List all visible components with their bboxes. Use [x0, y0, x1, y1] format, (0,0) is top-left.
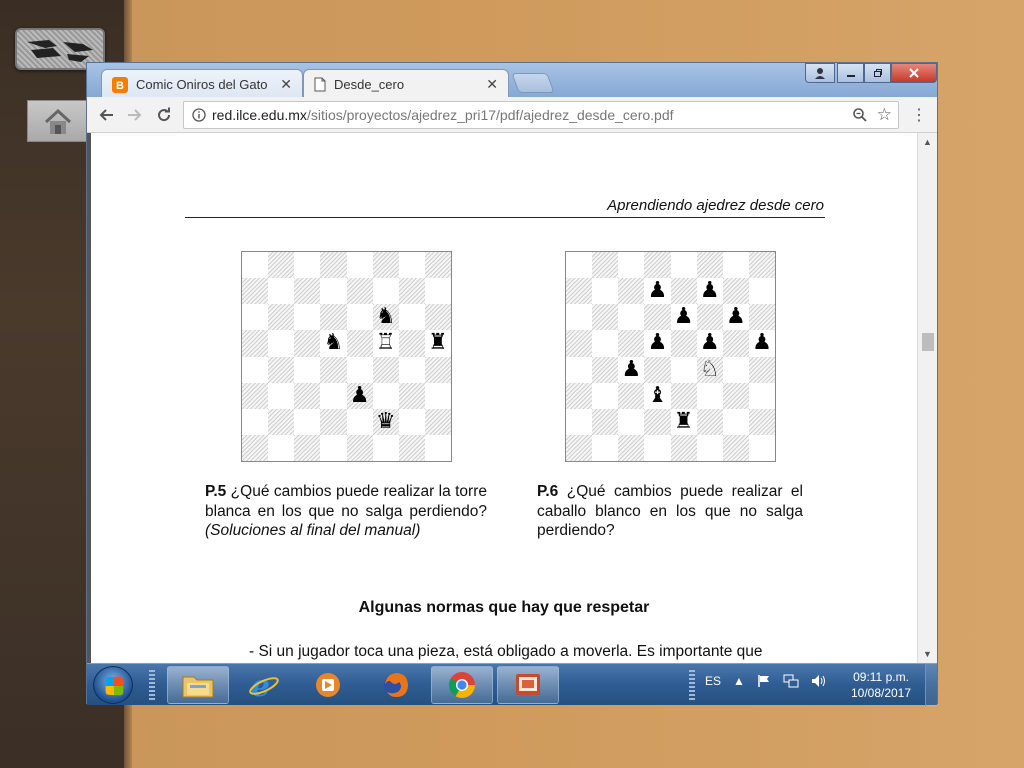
board-square: [566, 304, 592, 330]
chess-piece: ♛: [375, 408, 396, 434]
taskbar-chrome-button[interactable]: [431, 666, 493, 704]
volume-icon[interactable]: [811, 674, 827, 688]
taskbar-explorer-button[interactable]: [167, 666, 229, 704]
board-square: [242, 435, 268, 461]
board-square: [320, 330, 346, 356]
board-square: [723, 383, 749, 409]
board-square: [697, 435, 723, 461]
board-square: [399, 357, 425, 383]
home-button[interactable]: [27, 100, 87, 142]
board-square: [697, 383, 723, 409]
board-square: [373, 330, 399, 356]
chess-board-p6: [565, 251, 776, 462]
board-square: [592, 252, 618, 278]
board-square: [618, 304, 644, 330]
board-square: [294, 252, 320, 278]
tray-grip: [689, 670, 695, 700]
tab-comic-oniros[interactable]: [101, 69, 303, 99]
chess-piece: ♟: [699, 330, 720, 356]
board-square: [618, 252, 644, 278]
board-square: [566, 409, 592, 435]
puzzle-p6-text: ¿Qué cambios puede realizar el caballo blanco en los que no salga perdiendo?: [537, 483, 803, 539]
board-square: [566, 357, 592, 383]
board-square: [347, 435, 373, 461]
board-square: [671, 252, 697, 278]
board-square: [268, 278, 294, 304]
board-square: [425, 435, 451, 461]
board-square: [320, 435, 346, 461]
board-square: [644, 409, 670, 435]
board-square: [347, 304, 373, 330]
board-square: [723, 435, 749, 461]
windows-logo-icon: [106, 677, 124, 696]
address-bar[interactable]: [183, 101, 899, 129]
board-square: [320, 252, 346, 278]
board-square: [749, 383, 775, 409]
chess-piece: ♞: [323, 330, 344, 356]
board-square: [671, 435, 697, 461]
board-square: [566, 435, 592, 461]
forward-arrow-icon: [127, 107, 143, 123]
board-square: [399, 383, 425, 409]
network-icon[interactable]: [783, 674, 799, 688]
svg-text:e: e: [251, 669, 271, 701]
new-tab-button[interactable]: [511, 73, 554, 93]
taskbar-firefox-button[interactable]: [365, 666, 427, 704]
board-square: [268, 435, 294, 461]
board-square: [399, 435, 425, 461]
board-square: [618, 409, 644, 435]
board-square: [671, 278, 697, 304]
scroll-down-icon[interactable]: ▼: [923, 649, 932, 659]
board-square: [566, 330, 592, 356]
board-square: [294, 435, 320, 461]
tab-close-icon[interactable]: ✕: [486, 76, 498, 92]
board-square: [268, 304, 294, 330]
zoom-icon[interactable]: [852, 107, 868, 126]
board-square: [644, 435, 670, 461]
board-square: [697, 409, 723, 435]
pdf-viewer: [87, 133, 937, 663]
minimize-button[interactable]: [837, 63, 864, 83]
board-square: [268, 357, 294, 383]
board-square: [242, 304, 268, 330]
board-square: [373, 278, 399, 304]
taskbar-powerpoint-button[interactable]: [497, 666, 559, 704]
menu-icon[interactable]: ⋮: [911, 107, 927, 124]
board-square: [723, 330, 749, 356]
board-square: [320, 357, 346, 383]
board-square: [671, 304, 697, 330]
board-square: [723, 278, 749, 304]
board-square: [723, 357, 749, 383]
vertical-scrollbar[interactable]: [917, 133, 937, 663]
board-square: [566, 383, 592, 409]
chess-piece: ♜: [673, 408, 694, 434]
board-square: [425, 278, 451, 304]
tab-close-icon[interactable]: ✕: [280, 76, 292, 92]
board-square: [618, 383, 644, 409]
board-square: [749, 330, 775, 356]
board-square: [592, 330, 618, 356]
bookmark-star-icon[interactable]: ☆: [876, 105, 892, 124]
puzzle-p6-caption: [537, 482, 803, 541]
board-square: [320, 409, 346, 435]
board-square: [749, 435, 775, 461]
board-square: [644, 252, 670, 278]
taskbar-media-button[interactable]: [297, 666, 359, 704]
board-square: [373, 383, 399, 409]
board-square: [425, 409, 451, 435]
board-square: [425, 357, 451, 383]
chess-piece: ♟: [699, 278, 720, 304]
board-square: [242, 357, 268, 383]
board-square: [592, 409, 618, 435]
board-square: [242, 409, 268, 435]
board-square: [294, 383, 320, 409]
board-square: [723, 409, 749, 435]
taskbar-ie-button[interactable]: [233, 666, 295, 704]
board-square: [242, 383, 268, 409]
board-square: [644, 330, 670, 356]
board-square: [320, 383, 346, 409]
chess-piece: ♟: [725, 304, 746, 330]
internet-explorer-icon: [248, 669, 280, 701]
board-square: [242, 330, 268, 356]
board-square: [749, 304, 775, 330]
action-center-flag-icon[interactable]: [757, 674, 771, 688]
board-square: [697, 252, 723, 278]
board-square: [294, 357, 320, 383]
show-hidden-icons-icon[interactable]: ▲: [733, 674, 745, 688]
board-square: [749, 409, 775, 435]
chess-piece: ♝: [647, 382, 668, 408]
puzzle-p5-note: (Soluciones al final del manual): [205, 522, 421, 539]
header-rule: [185, 217, 825, 218]
board-square: [268, 252, 294, 278]
browser-window: [86, 62, 938, 704]
chess-piece: ♞: [375, 304, 396, 330]
board-square: [671, 409, 697, 435]
puzzle-p5-caption: [205, 482, 487, 541]
board-square: [373, 252, 399, 278]
chess-piece: ♟: [752, 330, 772, 356]
board-square: [644, 383, 670, 409]
board-square: [373, 435, 399, 461]
blogger-icon: [112, 77, 128, 93]
board-square: [347, 383, 373, 409]
body-text: - Si un jugador toca una pieza, está obligado a moverla. Es importante que: [249, 643, 763, 660]
restore-button[interactable]: [864, 63, 891, 83]
board-square: [399, 304, 425, 330]
board-square: [399, 252, 425, 278]
board-square: [592, 383, 618, 409]
board-square: [592, 357, 618, 383]
board-square: [566, 252, 592, 278]
puzzle-p5-text: ¿Qué cambios puede realizar la torre blanca en los que no salga perdiendo?: [205, 483, 487, 520]
chess-piece: ♜: [428, 330, 448, 356]
board-square: [723, 252, 749, 278]
board-square: [697, 357, 723, 383]
board-square: [399, 330, 425, 356]
board-square: [294, 304, 320, 330]
chess-board-p5: [241, 251, 452, 462]
board-square: [671, 330, 697, 356]
chess-piece: ♟: [621, 356, 642, 382]
window-controls: [805, 63, 937, 83]
close-button[interactable]: [891, 63, 937, 83]
system-tray: [705, 674, 827, 688]
home-icon: [43, 107, 73, 137]
board-square: [566, 278, 592, 304]
chess-piece: ♟: [647, 330, 668, 356]
puzzle-p5-label: P.5: [205, 483, 227, 500]
board-square: [697, 330, 723, 356]
board-square: [320, 278, 346, 304]
tab-label: Comic Oniros del Gato: [136, 77, 268, 92]
info-icon: [192, 108, 206, 122]
forward-button[interactable]: [124, 105, 146, 125]
board-square: [268, 409, 294, 435]
document-icon: [314, 77, 326, 92]
tab-desde-cero[interactable]: [303, 69, 509, 99]
board-square: [425, 330, 451, 356]
clock-time: 09:11 p.m.: [853, 670, 909, 684]
start-button[interactable]: [93, 666, 133, 704]
board-square: [347, 409, 373, 435]
scroll-up-icon[interactable]: ▲: [923, 137, 932, 147]
board-square: [618, 435, 644, 461]
board-square: [425, 252, 451, 278]
board-square: [268, 383, 294, 409]
svg-text:B: B: [116, 79, 124, 92]
board-square: [749, 252, 775, 278]
board-square: [592, 304, 618, 330]
board-square: [618, 330, 644, 356]
language-indicator[interactable]: ES: [705, 674, 722, 688]
board-square: [242, 252, 268, 278]
chess-piece: ♖: [375, 330, 396, 356]
board-square: [294, 278, 320, 304]
presentation-icon: [515, 672, 541, 698]
firefox-icon: [381, 670, 411, 700]
board-square: [425, 304, 451, 330]
title-bar: [87, 63, 937, 97]
board-square: [373, 357, 399, 383]
reload-icon: [156, 107, 172, 123]
board-square: [373, 409, 399, 435]
board-square: [347, 252, 373, 278]
board-square: [644, 357, 670, 383]
reload-button[interactable]: [153, 105, 175, 125]
board-square: [697, 278, 723, 304]
board-square: [373, 304, 399, 330]
board-square: [294, 330, 320, 356]
folder-icon: [181, 671, 215, 699]
board-square: [618, 357, 644, 383]
board-square: [697, 304, 723, 330]
user-profile-icon[interactable]: [805, 63, 835, 83]
section-title: Algunas normas que hay que respetar: [358, 599, 650, 616]
browser-toolbar: [87, 97, 937, 133]
board-square: [242, 278, 268, 304]
board-square: [425, 383, 451, 409]
url-path: /sitios/proyectos/ajedrez_pri17/pdf/ajedrez_desde_cero.pdf: [306, 107, 674, 123]
back-button[interactable]: [95, 105, 117, 125]
clock-date: 10/08/2017: [850, 686, 912, 700]
scroll-thumb[interactable]: [922, 333, 934, 351]
taskbar-clock[interactable]: [839, 669, 923, 701]
board-square: [671, 357, 697, 383]
show-desktop-button[interactable]: [925, 664, 937, 706]
tab-label: Desde_cero: [334, 77, 405, 92]
url-host: red.ilce.edu.mx: [212, 107, 307, 123]
taskbar: [87, 663, 937, 705]
board-square: [294, 409, 320, 435]
board-square: [347, 357, 373, 383]
close-icon: [909, 68, 919, 78]
board-square: [671, 383, 697, 409]
board-square: [592, 278, 618, 304]
board-square: [268, 330, 294, 356]
pdf-page: [91, 133, 917, 663]
board-square: [347, 330, 373, 356]
board-square: [749, 357, 775, 383]
board-square: [749, 278, 775, 304]
board-square: [723, 304, 749, 330]
board-square: [644, 278, 670, 304]
puzzle-p6-label: P.6: [537, 483, 559, 500]
chess-piece: ♟: [349, 382, 370, 408]
board-square: [644, 304, 670, 330]
media-player-icon: [314, 671, 342, 699]
page-header: Aprendiendo ajedrez desde cero: [607, 197, 824, 214]
board-square: [320, 304, 346, 330]
board-square: [399, 278, 425, 304]
board-square: [347, 278, 373, 304]
chess-piece: ♟: [647, 278, 668, 304]
back-arrow-icon: [98, 107, 114, 123]
chess-piece: ♟: [673, 304, 694, 330]
board-square: [618, 278, 644, 304]
chrome-icon: [447, 670, 477, 700]
chess-piece: ♘: [699, 356, 720, 382]
board-square: [592, 435, 618, 461]
taskbar-grip: [149, 670, 155, 700]
board-square: [399, 409, 425, 435]
